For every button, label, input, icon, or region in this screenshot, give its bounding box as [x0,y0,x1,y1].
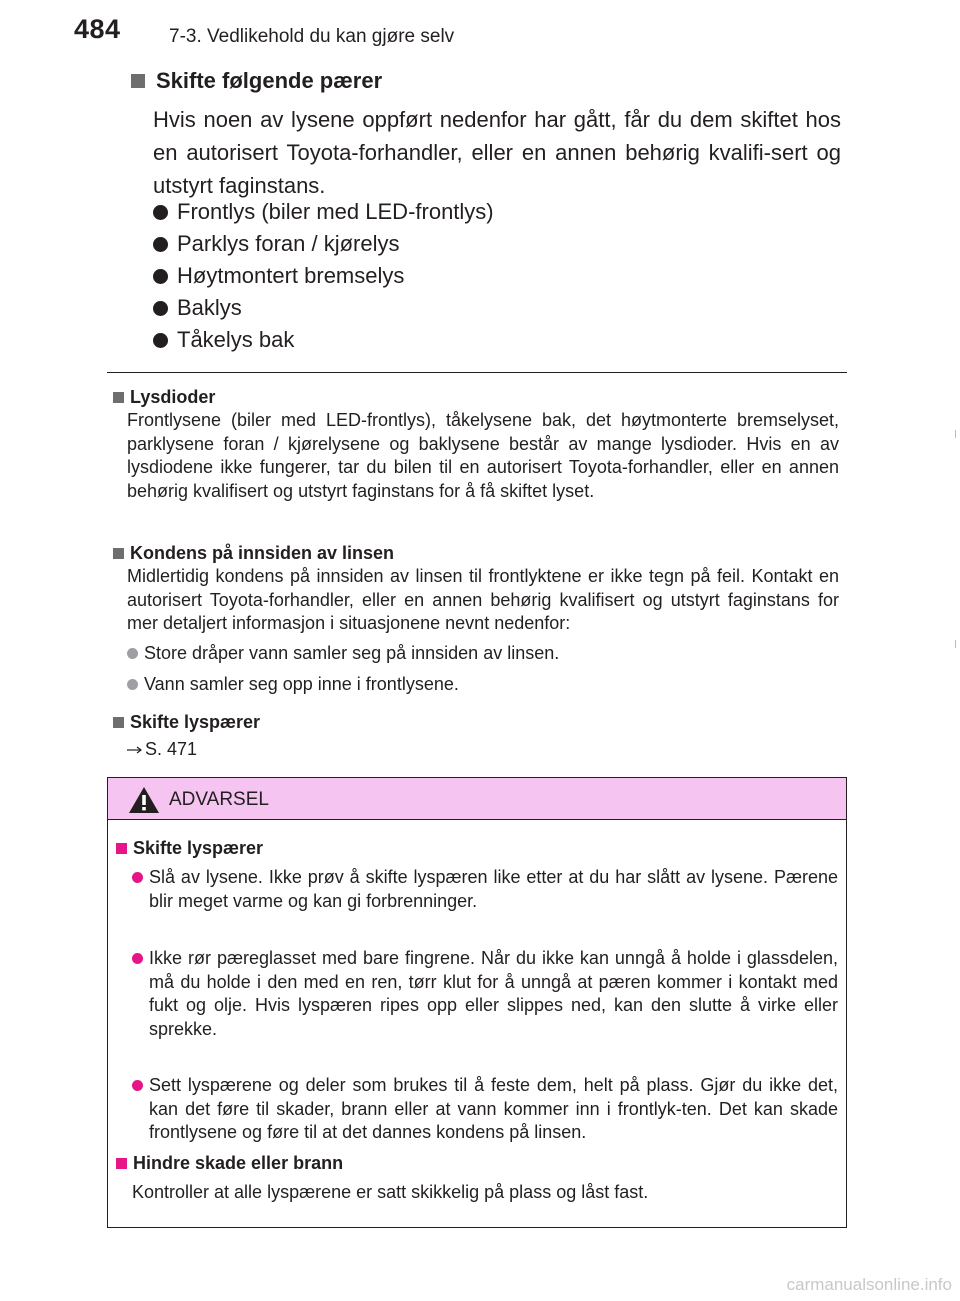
square-bullet-icon [116,1158,127,1169]
bullet-dot-icon [153,333,168,348]
note-heading: Kondens på innsiden av linsen [113,541,839,565]
bullet-dot-icon [132,953,143,964]
note-body: Frontlysene (biler med LED-frontlys), tåkelysene bak, det høytmonterte bremselyset, parklysene foran / kjørelysene og baklysene består av mange lysdioder. Hvis en av lysdiodene ikke fungerer, tar du bilen til en autorisert Toyota-forhandler, eller en annen behørig kvalifisert og utstyrt faginstans for å få skiftet lyset. [127,410,839,501]
main-paragraph: Hvis noen av lysene oppført nedenfor har gått, får du dem skiftet hos en autorisert Toyota-forhandler, eller en annen behørig kvalifi-sert og utstyrt faginstans. [153,107,841,198]
note-lysdioder [113,385,839,503]
section-divider [107,372,847,373]
edge-mark [955,640,956,648]
bulb-list [153,196,494,356]
list-item: Store dråper vann samler seg på innsiden av linsen. [127,638,839,669]
warning-section-heading: Hindre skade eller brann [116,1153,343,1174]
note-skifte [113,710,260,760]
bullet-dot-icon [153,301,168,316]
watermark: carmanualsonline.info [786,1275,952,1294]
section-title: 7-3. Vedlikehold du kan gjøre selv [169,26,455,47]
note-body: Midlertidig kondens på innsiden av linsen til frontlyktene er ikke tegn på feil. Kontakt en autorisert Toyota-forhandler, eller en annen behørig kvalifisert og utstyrt faginstans for mer detaljert informasjon i situasjonene nevnt nedenfor: [127,566,839,633]
bullet-dot-icon [127,679,138,690]
list-item: Vann samler seg opp inne i frontlysene. [127,669,839,700]
warning-item: Sett lyspærene og deler som brukes til å feste dem, helt på plass. Gjør du ikke det, kan det føre til skader, brann eller at vann kommer inn i frontlyk-ten. Det kan skade frontlysene og føre til at det dannes kondens på linsen. [132,1074,838,1145]
bullet-dot-icon [153,237,168,252]
bullet-dot-icon [127,648,138,659]
note-heading: Skifte lyspærer [113,710,260,734]
list-item: Tåkelys bak [153,324,494,356]
warning-section-heading: Skifte lyspærer [116,838,263,859]
square-bullet-icon [113,717,124,728]
list-item: Høytmontert bremselys [153,260,494,292]
warning-triangle-icon [128,786,160,819]
square-bullet-icon [113,548,124,559]
warning-box [107,777,847,1228]
arrow-right-icon [127,739,143,760]
square-bullet-icon [116,843,127,854]
note-kondens [113,541,839,700]
list-item: Frontlys (biler med LED-frontlys) [153,196,494,228]
edge-mark [955,430,956,438]
square-bullet-icon [131,74,145,88]
note-heading: Lysdioder [113,385,839,409]
warning-title: ADVARSEL [169,789,269,810]
list-item: Parklys foran / kjørelys [153,228,494,260]
page-number: 484 [74,14,121,44]
warning-body: Kontroller at alle lyspærene er satt skikkelig på plass og låst fast. [132,1182,649,1202]
list-item: Baklys [153,292,494,324]
page-reference-link[interactable]: S. 471 [145,739,198,759]
warning-item: Slå av lysene. Ikke prøv å skifte lyspæren like etter at du har slått av lysene. Pærene blir meget varme og kan gi forbrenninger. [132,866,838,913]
square-bullet-icon [113,392,124,403]
warning-item: Ikke rør pæreglasset med bare fingrene. Når du ikke kan unngå å holde i glassdelen, må du holde i den med en ren, tørr klut for å unngå at pæren kommer i kontakt med fukt og olje. Hvis lyspæren ripes opp eller slippes ned, kan den slutte å virke eller sprekke. [132,947,838,1041]
main-heading-text: Skifte følgende pærer [156,68,383,93]
bullet-dot-icon [132,872,143,883]
main-heading [131,68,382,94]
bullet-dot-icon [153,269,168,284]
warning-header [108,778,846,820]
bullet-dot-icon [132,1080,143,1091]
page-reference [127,739,260,760]
bullet-dot-icon [153,205,168,220]
